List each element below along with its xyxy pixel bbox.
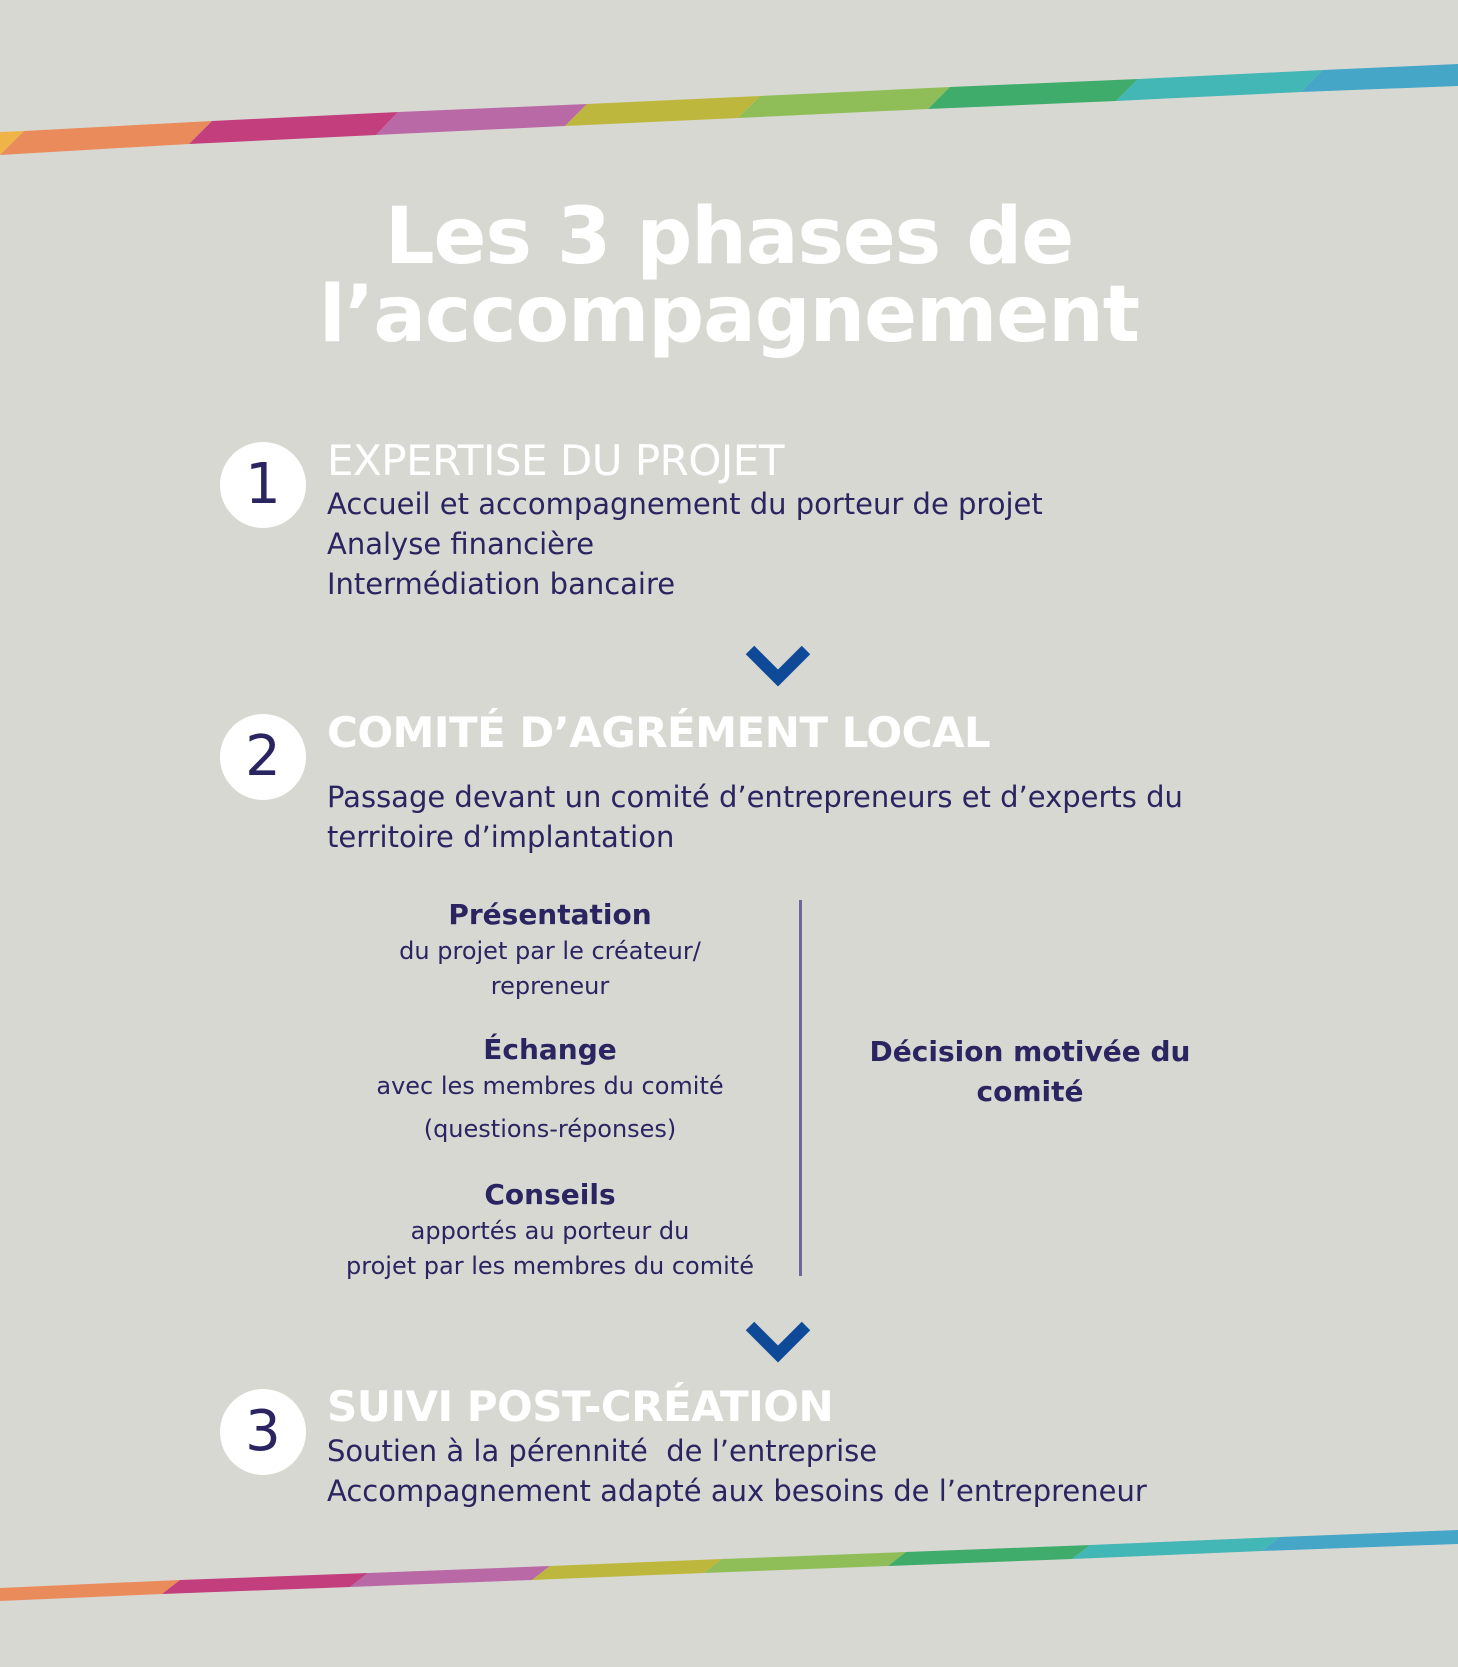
page-title: Les 3 phases de l’accompagnement [318, 192, 1140, 360]
step-line: apportés au porteur du [410, 1217, 690, 1245]
committee-decision [860, 1032, 1200, 1112]
phase-title: SUIVI POST-CRÉATION [327, 1382, 834, 1431]
phase-description [327, 484, 1043, 604]
band-segment [1116, 70, 1323, 101]
band-segment [565, 96, 760, 126]
band-segment [532, 1559, 722, 1580]
band-segment [928, 79, 1138, 109]
step-heading: Échange [483, 1033, 617, 1066]
committee-step [320, 1176, 780, 1284]
phase-description [327, 777, 1183, 857]
band-segment [0, 1580, 180, 1601]
band-segment [1072, 1537, 1280, 1559]
step-line: (questions-réponses) [423, 1115, 677, 1143]
decision-line: comité [976, 1075, 1084, 1108]
band-segment [1262, 1530, 1458, 1551]
step-line: repreneur [490, 972, 610, 1000]
phase-line: Accompagnement adapté aux besoins de l’entrepreneur [327, 1474, 1147, 1508]
phase-line: Analyse financière [327, 527, 595, 561]
chevron-down-icon [744, 1320, 812, 1364]
committee-step [320, 896, 780, 1004]
phase-line: territoire d’implantation [327, 820, 675, 854]
committee-step [320, 1031, 780, 1147]
phase-number-badge: 3 [220, 1389, 306, 1475]
phase-number-badge: 2 [220, 714, 306, 800]
band-segment [350, 1566, 550, 1587]
step-line: avec les membres du comité [376, 1072, 724, 1100]
band-segment [0, 131, 24, 155]
phase-title: COMITÉ D’AGRÉMENT LOCAL [327, 708, 991, 757]
band-segment [0, 121, 212, 155]
step-heading: Présentation [448, 898, 652, 931]
decision-line: Décision motivée du [869, 1035, 1191, 1068]
band-segment [189, 112, 398, 144]
vertical-divider [799, 900, 802, 1276]
band-segment [738, 87, 950, 118]
phase-description [327, 1431, 1147, 1511]
phase-line: Intermédiation bancaire [327, 567, 676, 601]
band-segment [1301, 64, 1458, 92]
phase-line: Accueil et accompagnement du porteur de projet [327, 487, 1043, 521]
band-segment [704, 1552, 906, 1573]
step-line: projet par les membres du comité [346, 1252, 754, 1280]
phase-line: Passage devant un comité d’entrepreneurs et d’experts du [327, 780, 1183, 814]
step-heading: Conseils [484, 1178, 616, 1211]
band-segment [162, 1573, 368, 1594]
band-segment [376, 104, 587, 135]
chevron-down-icon [744, 644, 812, 688]
phase-number-badge: 1 [220, 442, 306, 528]
step-line: du projet par le créateur/ [399, 937, 701, 965]
band-segment [888, 1545, 1090, 1566]
phase-line: Soutien à la pérennité de l’entreprise [327, 1434, 878, 1468]
phase-title: EXPERTISE DU PROJET [327, 436, 784, 485]
